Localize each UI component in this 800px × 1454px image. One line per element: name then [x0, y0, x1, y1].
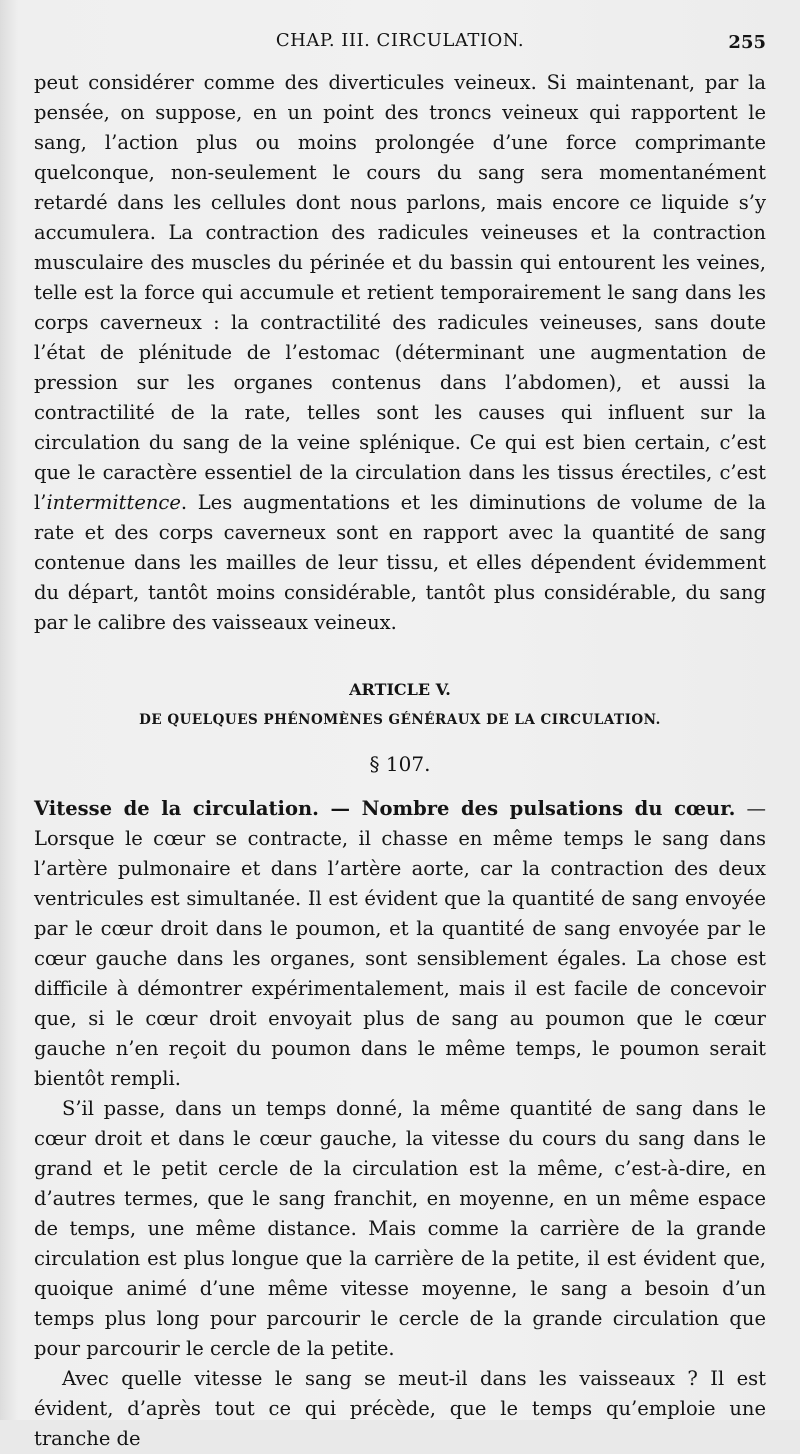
section-paragraph	[34, 794, 766, 1094]
paragraph-text: . Les augmentations et les diminutions de volume de la rate et des corps caverneux sont en rapport avec la quantité de sang contenue dans les mailles de leur tissu, et elles dépendent évidemment du départ, tantôt moins considérable, tantôt plus considérable, du sang par le calibre des vaisseaux veineux.	[34, 491, 766, 634]
italic-term: intermittence	[46, 491, 181, 514]
article-title: ARTICLE V.	[349, 680, 451, 699]
text-block	[34, 68, 766, 1454]
paragraph: S’il passe, dans un temps donné, la même quantité de sang dans le cœur droit et dans le cœur gauche, la vitesse du cours du sang dans le grand et le petit cercle de la circulation est la même, c’est-à-dire, en d’autres termes, que le sang franchit, en moyenne, en un même espace de temps, une même distance. Mais comme la carrière de la grande circulation est plus longue que la carrière de la petite, il est évident que, quoique animé d’une même vitesse moyenne, le sang a besoin d’un temps plus long pour parcourir le cercle de la grande circulation que pour parcourir le cercle de la petite.	[34, 1097, 766, 1360]
paragraph-text: peut considérer comme des diverticules veineux. Si maintenant, par la pensée, on suppose, en un point des troncs veineux qui rapportent le sang, l’action plus ou moins prolongée d’une force comprimante quelconque, non-seulement le cours du sang sera momentanément retardé dans les cellules dont nous parlons, mais encore ce liquide s’y accumulera. La contraction des radicules veineuses et la contraction musculaire des muscles du périnée et du bassin qui entourent les veines, telle est la force qui accumule et retient temporairement le sang dans les corps caverneux : la contractilité des radicules veineuses, sans doute l’état de plénitude de l’estomac (déterminant une augmentation de pression sur les organes contenus dans l’abdomen), et aussi la contractilité de la rate, telles sont les causes qui influent sur la circulation du sang de la veine splénique. Ce qui est bien certain, c’est que le caractère essentiel de la circulation dans les tissus érectiles, c’est l’	[34, 71, 766, 514]
paragraph: Avec quelle vitesse le sang se meut-il dans les vaisseaux ? Il est évident, d’après tout ce qui précède, que le temps qu’emploie une tranche de	[34, 1367, 766, 1450]
section-heading: Vitesse de la circulation. — Nombre des pulsations du cœur.	[34, 797, 736, 820]
paragraph-text: — Lorsque le cœur se contracte, il chasse en même temps le sang dans l’artère pulmonaire et dans l’artère aorte, car la contraction des deux ventricules est simultanée. Il est évident que la quantité de sang envoyée par le cœur droit dans le poumon, et la quantité de sang envoyée par le cœur gauche dans les organes, sont sensiblement égales. La chose est difficile à démontrer expérimentalement, mais il est facile de concevoir que, si le cœur droit envoyait plus de sang au poumon que le cœur gauche n’en reçoit du poumon dans le même temps, le poumon serait bientôt rempli.	[34, 797, 767, 1090]
section-number: § 107.	[369, 752, 431, 776]
article-subtitle: DE QUELQUES PHÉNOMÈNES GÉNÉRAUX DE LA CIRCULATION.	[139, 712, 661, 728]
page-number: 255	[728, 32, 766, 53]
running-title: CHAP. III. CIRCULATION.	[275, 30, 525, 51]
running-header	[34, 30, 766, 60]
paragraph-continued	[34, 68, 766, 638]
